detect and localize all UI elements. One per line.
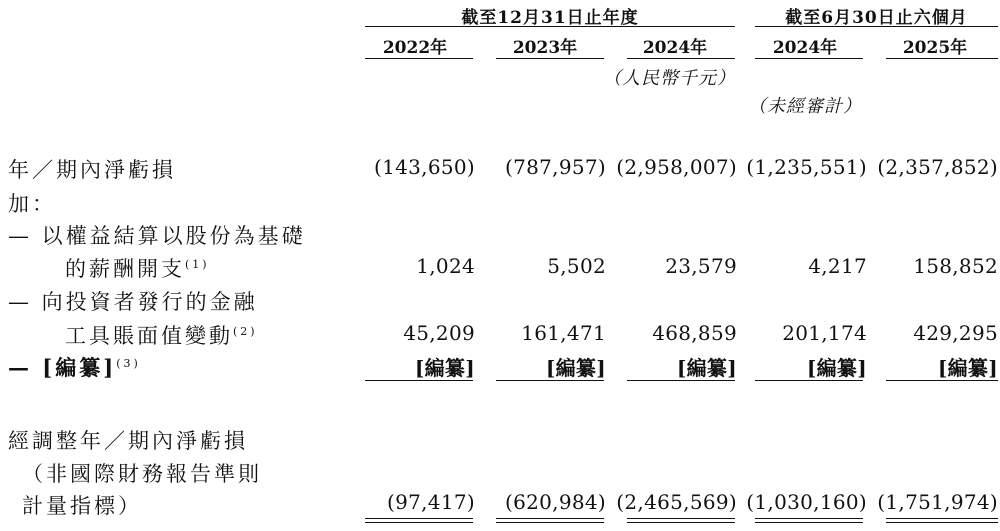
column-header-2022: 2022年 <box>382 38 448 58</box>
redacted-2024: [編纂] <box>676 356 737 380</box>
total-double-rule-2022 <box>365 518 473 523</box>
column-header-2024-half: 2024年 <box>772 38 838 58</box>
subtotal-rule-2023 <box>496 380 604 381</box>
column-header-2025-half: 2025年 <box>902 38 968 58</box>
fv-change-note-ref: (2) <box>233 325 258 338</box>
redacted-2023: [編纂] <box>545 356 606 380</box>
adjusted-2024: (2,465,569) <box>616 490 737 514</box>
share-comp-2023: 5,502 <box>547 254 606 278</box>
share-comp-2024: 23,579 <box>665 254 737 278</box>
group-header-year: 截至12月31日止年度 <box>461 8 639 28</box>
fv-change-2024: 468,859 <box>652 321 737 345</box>
column-header-rule-2023 <box>496 58 604 59</box>
share-comp-2025-half: 158,852 <box>913 254 998 278</box>
fv-change-label-text: 工具賬面值變動 <box>65 324 233 348</box>
redacted-note-ref: (3) <box>116 357 141 370</box>
row-label-adjusted-line3: 計量指標） <box>22 494 142 518</box>
redacted-2024-half: [編纂] <box>806 356 867 380</box>
redacted-2025-half: [編纂] <box>937 356 998 380</box>
share-comp-2024-half: 4,217 <box>808 254 867 278</box>
total-double-rule-2024-half <box>755 518 863 523</box>
column-header-rule-2024-half <box>755 58 863 59</box>
column-header-rule-2025-half <box>886 58 998 59</box>
adjusted-2022: (97,417) <box>387 490 475 514</box>
net-loss-2024: (2,958,007) <box>616 155 737 179</box>
unit-label: （人民幣千元） <box>603 68 736 89</box>
redacted-label-text: — [編纂] <box>8 355 117 380</box>
share-comp-label-text: 的薪酬開支 <box>65 257 185 281</box>
net-loss-2023: (787,957) <box>504 155 606 179</box>
group-header-half: 截至6月30日止六個月 <box>785 8 968 28</box>
subtotal-rule-2022 <box>365 380 473 381</box>
column-header-2024: 2024年 <box>642 38 708 58</box>
column-header-2023: 2023年 <box>512 38 578 58</box>
fv-change-2022: 45,209 <box>403 321 475 345</box>
total-double-rule-2024 <box>627 518 735 523</box>
redacted-2022: [編纂] <box>414 356 475 380</box>
subtotal-rule-2024-half <box>755 380 863 381</box>
row-label-share-comp-line2 <box>65 253 210 283</box>
share-comp-2022: 1,024 <box>416 254 475 278</box>
column-header-rule-2022 <box>365 58 473 59</box>
adjusted-2023: (620,984) <box>504 490 606 514</box>
row-label-fv-change-line2 <box>65 320 258 350</box>
adjusted-2025-half: (1,751,974) <box>877 490 998 514</box>
column-header-rule-2024 <box>627 58 735 59</box>
net-loss-2022: (143,650) <box>373 155 475 179</box>
adjusted-2024-half: (1,030,160) <box>746 490 867 514</box>
group-header-half-rule <box>755 26 998 27</box>
row-label-adjusted-line2: （非國際財務報告準則 <box>22 462 262 486</box>
fv-change-2025-half: 429,295 <box>913 321 998 345</box>
row-label-add: 加： <box>8 192 56 216</box>
subtotal-rule-2024 <box>627 380 735 381</box>
net-loss-2025-half: (2,357,852) <box>877 155 998 179</box>
row-label-net-loss: 年／期內淨虧損 <box>8 158 176 182</box>
unaudited-label: （未經審計） <box>748 96 862 117</box>
total-double-rule-2025-half <box>886 518 998 523</box>
row-label-redacted <box>8 352 141 382</box>
row-label-adjusted-line1: 經調整年／期內淨虧損 <box>8 429 248 453</box>
row-label-share-comp-line1: — 以權益結算以股份為基礎 <box>8 224 306 248</box>
row-label-fv-change-line1: — 向投資者發行的金融 <box>8 290 258 314</box>
fv-change-2024-half: 201,174 <box>782 321 867 345</box>
share-comp-note-ref: (1) <box>185 258 210 271</box>
group-header-year-rule <box>365 26 735 27</box>
subtotal-rule-2025-half <box>886 380 998 381</box>
total-double-rule-2023 <box>496 518 604 523</box>
net-loss-2024-half: (1,235,551) <box>746 155 867 179</box>
fv-change-2023: 161,471 <box>521 321 606 345</box>
